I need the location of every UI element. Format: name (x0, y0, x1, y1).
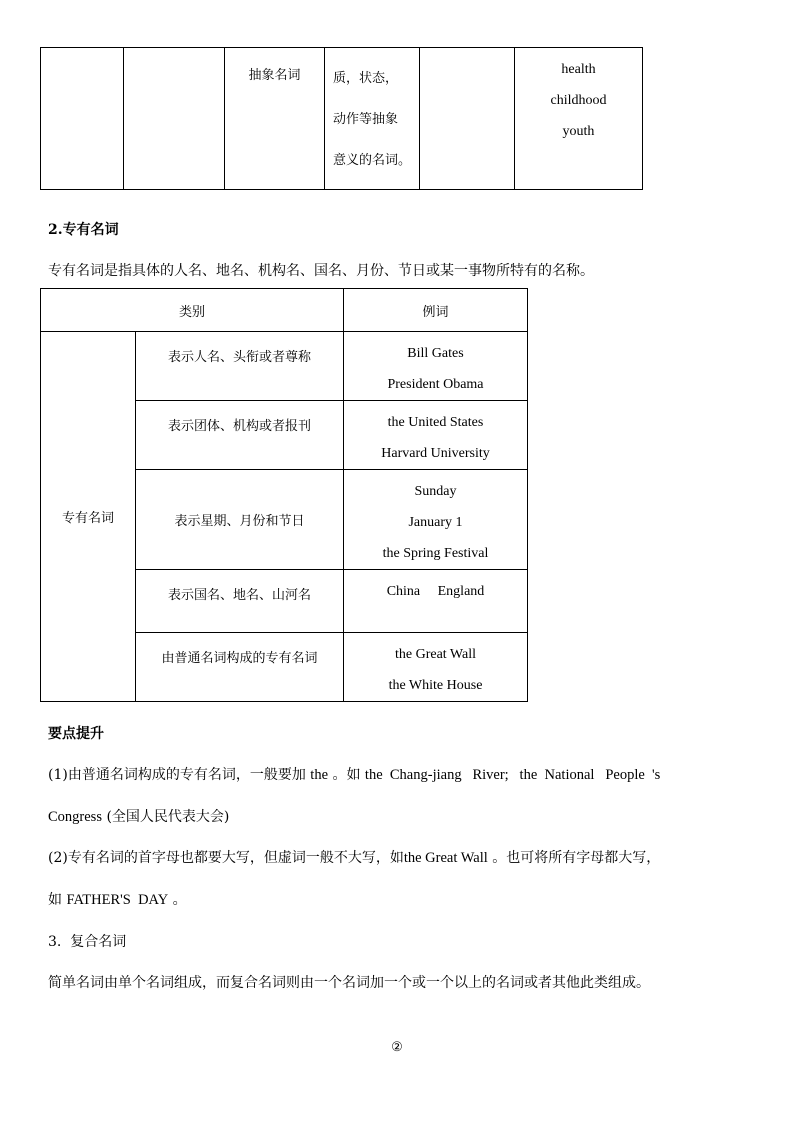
example-word: youth (562, 124, 595, 139)
example-word: President Obama (387, 377, 484, 392)
example-word: health (561, 62, 596, 77)
abstract-noun-table (40, 47, 643, 190)
key-point-text: (1)由普通名词构成的专有名词，一般要加 (48, 767, 306, 783)
noun-type-label: 抽象名词 (225, 48, 325, 190)
page-number: ② (391, 1040, 403, 1055)
section-heading: 2.专有名词 (48, 222, 119, 238)
table-row (41, 332, 528, 401)
example-cell (344, 570, 528, 633)
key-points-heading: 要点提升 (48, 726, 104, 742)
example-word: the Spring Festival (382, 546, 489, 561)
key-point-example: the Chang-jiang River; the National People 's (364, 767, 661, 783)
key-point-text: 。 (172, 892, 187, 908)
key-point-1-line-2 (48, 806, 229, 826)
empty-cell (124, 48, 225, 190)
example-word: the White House (388, 678, 483, 693)
subcategory-cell: 由普通名词构成的专有名词 (136, 633, 344, 702)
example-word: Harvard University (381, 446, 490, 461)
subcategory-cell: 表示国名、地名、山河名 (136, 570, 344, 633)
key-point-text: (2)专有名词的首字母也都要大写，但虚词一般不大写，如 (48, 850, 404, 866)
section-intro: 简单名词由单个名词组成，而复合名词则由一个名词加一个或一个以上的名词或者其他此类组成。 (48, 975, 650, 991)
example-cell (344, 633, 528, 702)
key-point-2-line-1 (48, 847, 660, 867)
example-cell (344, 401, 528, 470)
description-line: 动作等抽象 (333, 112, 399, 127)
subcategory-cell: 表示人名、头衔或者尊称 (136, 332, 344, 401)
example-cell (344, 470, 528, 570)
description-line: 意义的名词。 (333, 153, 412, 168)
section-heading: 3. 复合名词 (48, 934, 127, 950)
example-word: Bill Gates (407, 346, 464, 361)
key-point-text: (全国人民代表大会) (106, 809, 230, 825)
example-cell (344, 332, 528, 401)
key-point-example: FATHER'S DAY (66, 892, 169, 908)
example-word: January 1 (408, 515, 463, 530)
subcategory-cell: 表示团体、机构或者报刊 (136, 401, 344, 470)
key-point-example: the (310, 767, 329, 783)
empty-cell (41, 48, 124, 190)
example-word: China England (386, 584, 485, 599)
column-header-example: 例词 (344, 289, 528, 332)
table-header-row (41, 289, 528, 332)
key-point-2-line-2 (48, 889, 187, 909)
key-point-example: the Great Wall (403, 850, 488, 866)
key-point-text: 。也可将所有字母都大写， (492, 850, 661, 866)
key-point-text: 如 (48, 892, 62, 908)
empty-cell (420, 48, 515, 190)
key-point-example: Congress (48, 809, 102, 825)
proper-noun-table (40, 288, 528, 702)
example-words (515, 48, 643, 190)
key-point-text: 。如 (332, 767, 361, 783)
example-word: Sunday (414, 484, 457, 499)
subcategory-cell: 表示星期、月份和节日 (136, 470, 344, 570)
key-point-1-line-1 (48, 764, 660, 784)
main-category-cell: 专有名词 (41, 332, 136, 702)
noun-type-description (325, 48, 420, 190)
section-intro: 专有名词是指具体的人名、地名、机构名、国名、月份、节日或某一事物所特有的名称。 (48, 263, 594, 279)
table-row (41, 48, 643, 190)
description-line: 质，状态， (333, 71, 399, 86)
example-word: childhood (550, 93, 607, 108)
column-header-category: 类别 (41, 289, 344, 332)
example-word: the United States (387, 415, 484, 430)
example-word: the Great Wall (394, 647, 477, 662)
